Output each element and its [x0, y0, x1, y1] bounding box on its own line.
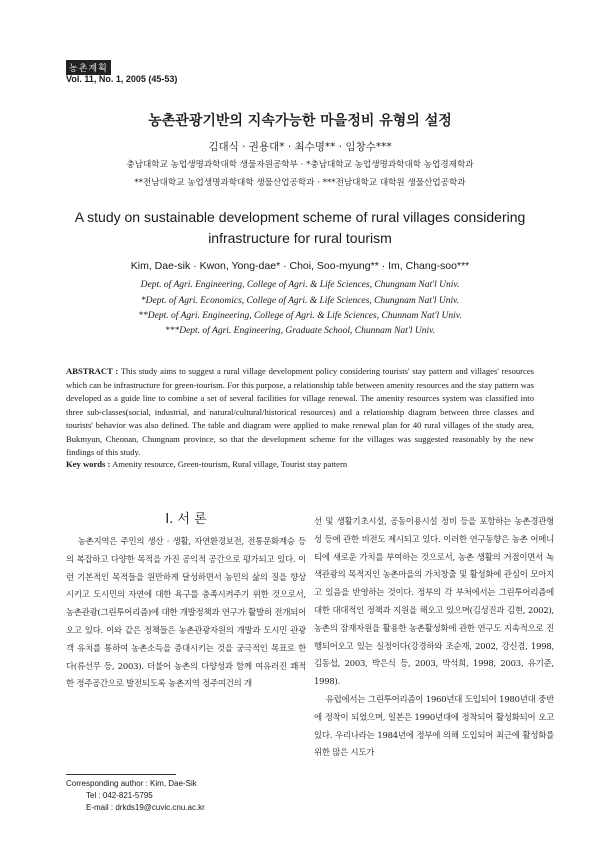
- english-title-line-2: infrastructure for rural tourism: [208, 230, 392, 246]
- footnote-author: Corresponding author : Kim, Dae-Sik: [66, 779, 197, 788]
- korean-authors: 김대식 · 권용대* · 최수명** · 임창수***: [208, 141, 392, 153]
- body-paragraph: 농촌지역은 주민의 생산 · 생활, 자연환경보전, 전통문화계승 등의 복잡하고 다양한 목적을 가진 공익적 공간으로 평가되고 있다. 이런 기본적인 목적들을 원만하게 달성하면서 농민의 삶의 질을 향상시키고 도시민의 자연에 대한 욕구를 충족시켜주기 위한 것으로서, 농촌관광(그린투어리즘)에 대한 개발정책과 연구가 활발히 전개되어 오고 있다. 이와 같은 정책들은 농촌관광자원의 개발과 도시민 관광객 유치를 통하여 농촌소득을 증대시키는 것을 궁극적인 목표로 한다(류선무 등, 2003). 더불어 농촌의 다양성과 함께 여유러진 쾌적한 정주공간으로 발전되도록 농촌지역 정주여건의 개: [66, 536, 306, 689]
- abstract-label: ABSTRACT :: [66, 366, 119, 376]
- footnote-tel: Tel : 042-821-5795: [86, 791, 153, 800]
- body-paragraph: 유럽에서는 그린투어리즘이 1960년대 도입되어 1980년대 중반에 정착이 되었으며, 일본은 1990년대에 정착되어 활성화되어 오고 있다. 우리나라는 1984년에 정부에 의해 도입되어 최근에 활성화를 위한 많은 시도가: [314, 693, 554, 758]
- corresponding-author-footnote: [66, 778, 205, 814]
- korean-title: 농촌관광기반의 지속가능한 마을정비 유형의 설정: [148, 113, 452, 129]
- english-title: [0, 207, 600, 249]
- body-column-right: [314, 513, 554, 762]
- english-affiliation-3: **Dept. of Agri. Engineering, College of Agri. & Life Sciences, Chunnam Nat'l Univ.: [138, 311, 462, 321]
- keywords: [66, 459, 534, 469]
- english-title-line-1: A study on sustainable development scheme of rural villages considering: [74, 209, 526, 225]
- keywords-label: Key words :: [66, 459, 111, 469]
- abstract: [66, 365, 534, 460]
- english-authors: Kim, Dae-sik · Kwon, Yong-dae* · Choi, Soo-myung** · Im, Chang-soo***: [130, 260, 470, 272]
- english-affiliation-4: ***Dept. of Agri. Engineering, Graduate School, Chunnam Nat'l Univ.: [164, 326, 436, 336]
- body-column-left: [66, 533, 306, 693]
- footnote-divider: [66, 774, 176, 775]
- keywords-text: Amenity resource, Green-tourism, Rural village, Tourist stay pattern: [112, 459, 348, 469]
- abstract-text: This study aims to suggest a rural village development policy considering tourists' stay pattern and villages' resources which can be infrastructure for green-tourism. For this purpose, a relationship table between amenity resources and the stay pattern was developed as a guide line to combine a set of several facilities for village renewal. The amenity resources system was classified into three sub-classes(social, industrial, and natural/cultural/historical resources) and a relationship diagram between three classes and tourists' behavior was also defined. The table and diagram were applied to make renewal plan for 40 rural villages of the study area, Bukmyun, Cheonan, Chungnam province, so that the development scheme for the villages was suggested reasonably by the new findings of this study.: [66, 366, 535, 457]
- english-affiliation-2: *Dept. of Agri. Economics, College of Agri. & Life Sciences, Chungnam Nat'l Univ.: [140, 296, 460, 306]
- journal-badge: 농촌계획: [66, 60, 111, 75]
- footnote-email: E-mail : drkds19@cuvic.cnu.ac.kr: [86, 803, 205, 812]
- korean-affiliation-1: 충남대학교 농업생명과학대학 생물자원공학부 · *충남대학교 농업생명과학대학 농업경제학과: [126, 160, 474, 170]
- english-affiliation-1: Dept. of Agri. Engineering, College of Agri. & Life Sciences, Chungnam Nat'l Univ.: [140, 280, 460, 290]
- section-title-introduction: I. 서 론: [165, 512, 207, 527]
- korean-affiliation-2: **전남대학교 농업생명과학대학 생물산업공학과 · ***전남대학교 대학원 생물산업공학과: [134, 178, 466, 188]
- body-paragraph: 선 및 생활기초시설, 공동이용시설 정비 등을 포함하는 농촌경관형성 등에 관한 비전도 제시되고 있다. 이러한 연구동향은 농촌 어메니티에 새로운 가치를 부여하는 것으로서, 농촌 생활의 거점이면서 녹색관광의 목적지인 농촌마을의 가치창출 및 활성화에 관심이 모아지고 있음을 반영하는 것이다. 정부의 각 부처에서는 그린투어리즘에 대한 대대적인 정책과 지원을 해오고 있으며(김성진과 김현, 2002), 농촌의 잠재자원을 활용한 농촌활성화에 관한 연구도 지속적으로 진행되어오고 있는 실정이다(강경하와 조순재, 2002, 강신겸, 1998, 김동섭, 2003, 박은식 등, 2003, 박석희, 1998, 2003, 유기준, 1998).: [314, 516, 554, 687]
- volume-info: Vol. 11, No. 1, 2005 (45-53): [66, 74, 178, 84]
